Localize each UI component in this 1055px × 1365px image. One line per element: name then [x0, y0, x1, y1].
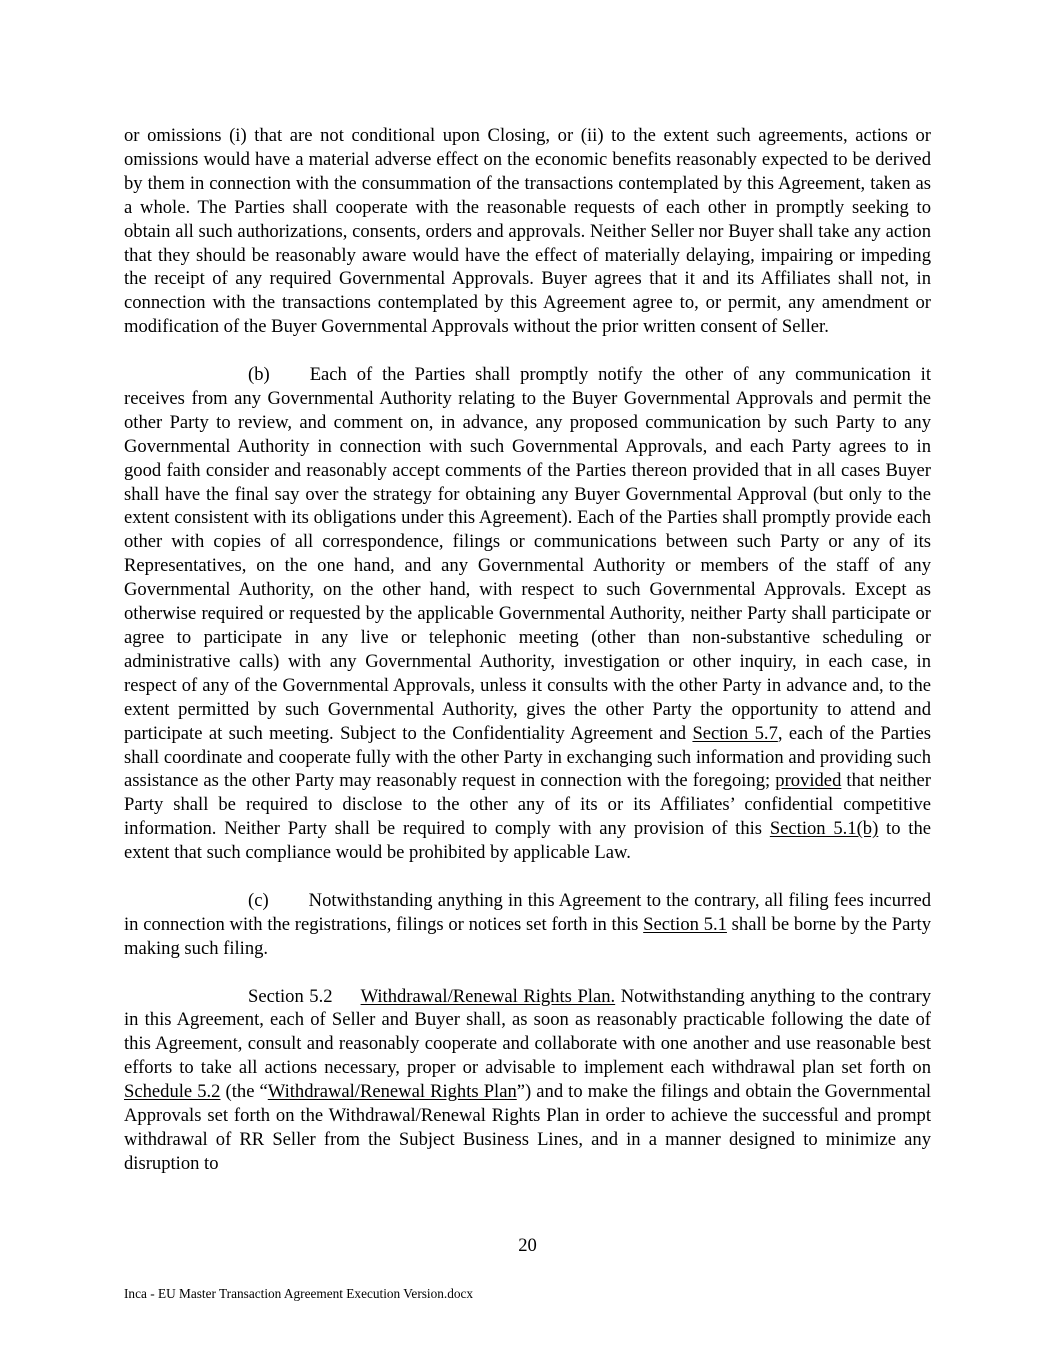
provided-term: provided [775, 770, 842, 792]
paragraph-c-label: (c) [248, 889, 269, 911]
paragraph-b: (b) Each of the Parties shall promptly notify the other of any communication it receives from any Governmental Authority relating to the Buyer Governmental Approvals and permit the other Party to review, and comment on, in advance, any proposed communication by such Party to any Governmental Authority in connection with such Governmental Approvals, and each Party agrees to in good faith consider and reasonably accept comments of the Parties thereon provided that in all cases Buyer shall have the final say over the strategy for obtaining any Buyer Governmental Approval (but only to the extent consistent with its obligations under this Agreement). Each of the Parties shall promptly provide each other with copies of all correspondence, filings or communications between such Party or any of its Representatives, on the one hand, and any Governmental Authority or members of the staff of any Governmental Authority, on the other hand, with respect to such Governmental Approvals. Except as otherwise required or requested by the applicable Governmental Authority, neither Party shall participate or agree to participate in any live or telephonic meeting (other than non-substantive scheduling or administrative calls) with any Governmental Authority, investigation or other inquiry, in each case, in respect of any of the Governmental Approvals, unless it consults with the other Party in advance and, to the extent permitted by such Governmental Authority, gives the other Party the opportunity to attend and participate at such meeting. Subject to the Confidentiality Agreement and Section 5.7, each of the Parties shall coordinate and cooperate fully with the other Party in exchanging such information and providing such assistance as the other Party may reasonably request in connection with the foregoing; provided that neither Party shall be required to disclose to the other any of its or its Affiliates’ confidential competitive information. Neither Party shall be required to comply with any provision of this Section 5.1(b) to the extent that such compliance would be prohibited by applicable Law. [124, 364, 932, 864]
paragraph-b-label: (b) [248, 364, 270, 386]
section-5-7-reference: Section 5.7 [692, 722, 778, 744]
section-5-2-label: Section 5.2 [248, 985, 333, 1007]
schedule-5-2-reference: Schedule 5.2 [124, 1081, 221, 1103]
withdrawal-renewal-rights-plan-term: Withdrawal/Renewal Rights Plan [267, 1081, 517, 1103]
body-text [124, 124, 931, 1176]
paragraph-a-continuation: or omissions (i) that are not conditional upon Closing, or (ii) to the extent such agreements, actions or omissions would have a material adverse effect on the economic benefits reasonably expected to be derived by them in connection with the consummation of the transactions contemplated by this Agreement, taken as a whole. The Parties shall cooperate with the reasonable requests of each other in promptly seeking to obtain all such authorizations, consents, orders and approvals. Neither Seller nor Buyer shall take any action that they should be reasonably aware would have the effect of materially delaying, impairing or impeding the receipt of any required Governmental Approvals. Buyer agrees that it and its Affiliates shall not, in connection with the transactions contemplated by this Agreement agree to, or permit, any amendment or modification of the Buyer Governmental Approvals without the prior written consent of Seller. [124, 125, 931, 338]
section-5-2: Section 5.2 Withdrawal/Renewal Rights Plan. Notwithstanding anything to the contrary in this Agreement, each of Seller and Buyer shall, as soon as reasonably practicable following the date of this Agreement, consult and reasonably cooperate and collaborate with one another and use reasonable best efforts to take all actions necessary, proper or advisable to implement each withdrawal plan set forth on Schedule 5.2 (the “Withdrawal/Renewal Rights Plan”) and to make the filings and obtain the Governmental Approvals set forth on the Withdrawal/Renewal Rights Plan in order to achieve the successful and prompt withdrawal of RR Seller from the Subject Business Lines, and in a manner designed to minimize any disruption to [124, 985, 932, 1174]
section-5-2-heading: Withdrawal/Renewal Rights Plan. [360, 985, 616, 1007]
document-footer: Inca - EU Master Transaction Agreement Execution Version.docx [124, 1286, 474, 1301]
paragraph-c: (c) Notwithstanding anything in this Agreement to the contrary, all filing fees incurred in connection with the registrations, filings or notices set forth in this Section 5.1 shall be borne by the Party making such filing. [124, 889, 931, 959]
section-5-1-reference: Section 5.1 [643, 913, 727, 935]
section-5-1b-reference: Section 5.1(b) [769, 818, 879, 840]
page-number: 20 [518, 1235, 537, 1256]
